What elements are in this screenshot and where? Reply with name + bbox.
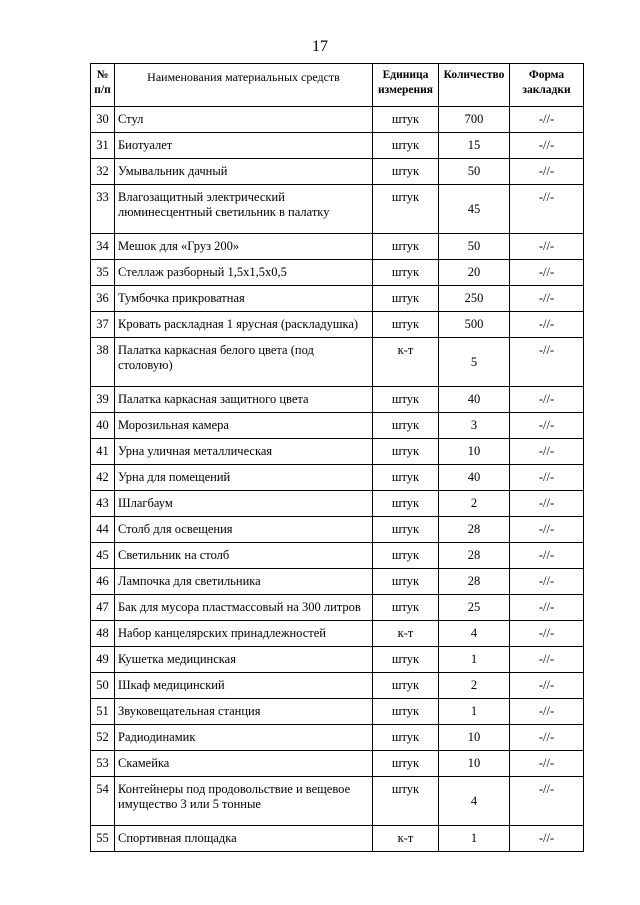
- row-quantity: 28: [439, 569, 510, 595]
- row-quantity: 10: [439, 725, 510, 751]
- row-number: 52: [91, 725, 115, 751]
- table-row: [91, 234, 584, 260]
- table-row: [91, 159, 584, 185]
- row-quantity: 3: [439, 413, 510, 439]
- row-number: 50: [91, 673, 115, 699]
- row-form: -//-: [510, 413, 584, 439]
- table-row: [91, 260, 584, 286]
- header-form: Форма закладки: [510, 64, 584, 107]
- row-unit: штук: [373, 185, 439, 234]
- row-name: Радиодинамик: [115, 725, 373, 751]
- row-name: Бак для мусора пластмассовый на 300 литров: [115, 595, 373, 621]
- row-number: 33: [91, 185, 115, 234]
- table-row: [91, 387, 584, 413]
- row-number: 44: [91, 517, 115, 543]
- row-name: Морозильная камера: [115, 413, 373, 439]
- row-name: Биотуалет: [115, 133, 373, 159]
- table-row: [91, 725, 584, 751]
- row-quantity: 4: [439, 621, 510, 647]
- row-unit: штук: [373, 491, 439, 517]
- row-form: -//-: [510, 543, 584, 569]
- table-row: [91, 491, 584, 517]
- row-name: Звуковещательная станция: [115, 699, 373, 725]
- row-unit: штук: [373, 260, 439, 286]
- row-quantity: 500: [439, 312, 510, 338]
- row-form: -//-: [510, 725, 584, 751]
- row-number: 51: [91, 699, 115, 725]
- row-name: Набор канцелярских принадлежностей: [115, 621, 373, 647]
- table-row: [91, 312, 584, 338]
- row-number: 39: [91, 387, 115, 413]
- row-name: Палатка каркасная белого цвета (под столовую): [115, 338, 373, 387]
- row-name: Скамейка: [115, 751, 373, 777]
- table-row: [91, 413, 584, 439]
- row-number: 40: [91, 413, 115, 439]
- row-form: -//-: [510, 387, 584, 413]
- row-form: -//-: [510, 286, 584, 312]
- row-number: 30: [91, 107, 115, 133]
- row-quantity: 1: [439, 647, 510, 673]
- row-unit: к-т: [373, 621, 439, 647]
- table-row: [91, 751, 584, 777]
- row-unit: штук: [373, 312, 439, 338]
- row-quantity: 45: [439, 185, 510, 234]
- row-number: 37: [91, 312, 115, 338]
- table-row: [91, 569, 584, 595]
- row-quantity: 28: [439, 517, 510, 543]
- row-name: Лампочка для светильника: [115, 569, 373, 595]
- row-name: Тумбочка прикроватная: [115, 286, 373, 312]
- row-name: Палатка каркасная защитного цвета: [115, 387, 373, 413]
- row-form: -//-: [510, 491, 584, 517]
- row-quantity: 10: [439, 439, 510, 465]
- row-number: 32: [91, 159, 115, 185]
- row-unit: штук: [373, 517, 439, 543]
- page-number: 17: [312, 38, 328, 55]
- row-name: Контейнеры под продовольствие и вещевое имущество 3 или 5 тонные: [115, 777, 373, 826]
- row-form: -//-: [510, 595, 584, 621]
- row-form: -//-: [510, 826, 584, 852]
- row-unit: штук: [373, 413, 439, 439]
- row-quantity: 40: [439, 387, 510, 413]
- row-unit: штук: [373, 387, 439, 413]
- row-name: Шкаф медицинский: [115, 673, 373, 699]
- row-unit: штук: [373, 725, 439, 751]
- row-unit: к-т: [373, 826, 439, 852]
- row-quantity: 4: [439, 777, 510, 826]
- row-name: Урна для помещений: [115, 465, 373, 491]
- row-form: -//-: [510, 338, 584, 387]
- row-number: 43: [91, 491, 115, 517]
- row-name: Урна уличная металлическая: [115, 439, 373, 465]
- table-row: [91, 621, 584, 647]
- row-form: -//-: [510, 312, 584, 338]
- row-unit: штук: [373, 777, 439, 826]
- header-num: № п/п: [91, 64, 115, 107]
- row-name: Кушетка медицинская: [115, 647, 373, 673]
- row-quantity: 1: [439, 826, 510, 852]
- row-unit: штук: [373, 647, 439, 673]
- row-quantity: 2: [439, 673, 510, 699]
- row-number: 54: [91, 777, 115, 826]
- table-row: [91, 286, 584, 312]
- table-row: [91, 517, 584, 543]
- row-form: -//-: [510, 777, 584, 826]
- row-number: 38: [91, 338, 115, 387]
- table-row: [91, 699, 584, 725]
- row-unit: штук: [373, 543, 439, 569]
- row-form: -//-: [510, 185, 584, 234]
- row-form: -//-: [510, 107, 584, 133]
- row-unit: штук: [373, 286, 439, 312]
- row-name: Стул: [115, 107, 373, 133]
- row-form: -//-: [510, 621, 584, 647]
- row-form: -//-: [510, 260, 584, 286]
- row-number: 34: [91, 234, 115, 260]
- table-body: [91, 107, 584, 852]
- table-row: [91, 826, 584, 852]
- row-number: 47: [91, 595, 115, 621]
- row-number: 45: [91, 543, 115, 569]
- row-form: -//-: [510, 699, 584, 725]
- table-row: [91, 185, 584, 234]
- row-unit: штук: [373, 159, 439, 185]
- row-name: Светильник на столб: [115, 543, 373, 569]
- row-quantity: 20: [439, 260, 510, 286]
- row-unit: штук: [373, 107, 439, 133]
- row-quantity: 5: [439, 338, 510, 387]
- row-name: Стеллаж разборный 1,5х1,5х0,5: [115, 260, 373, 286]
- row-quantity: 1: [439, 699, 510, 725]
- table-row: [91, 543, 584, 569]
- header-qty: Количество: [439, 64, 510, 107]
- row-quantity: 250: [439, 286, 510, 312]
- row-name: Влагозащитный электрический люминесцентный светильник в палатку: [115, 185, 373, 234]
- table-row: [91, 673, 584, 699]
- row-form: -//-: [510, 159, 584, 185]
- row-name: Столб для освещения: [115, 517, 373, 543]
- row-number: 35: [91, 260, 115, 286]
- row-unit: штук: [373, 234, 439, 260]
- table-row: [91, 647, 584, 673]
- row-name: Кровать раскладная 1 ярусная (раскладушка): [115, 312, 373, 338]
- row-name: Спортивная площадка: [115, 826, 373, 852]
- row-unit: штук: [373, 699, 439, 725]
- row-form: -//-: [510, 673, 584, 699]
- row-name: Мешок для «Груз 200»: [115, 234, 373, 260]
- row-number: 49: [91, 647, 115, 673]
- table-row: [91, 595, 584, 621]
- row-form: -//-: [510, 569, 584, 595]
- materials-table: [90, 63, 584, 852]
- row-quantity: 10: [439, 751, 510, 777]
- table-row: [91, 338, 584, 387]
- row-name: Шлагбаум: [115, 491, 373, 517]
- row-number: 41: [91, 439, 115, 465]
- table-row: [91, 107, 584, 133]
- row-number: 36: [91, 286, 115, 312]
- row-form: -//-: [510, 133, 584, 159]
- row-unit: штук: [373, 133, 439, 159]
- row-unit: штук: [373, 439, 439, 465]
- table-row: [91, 133, 584, 159]
- row-form: -//-: [510, 517, 584, 543]
- row-quantity: 40: [439, 465, 510, 491]
- header-unit: Единица измерения: [373, 64, 439, 107]
- row-quantity: 2: [439, 491, 510, 517]
- row-quantity: 50: [439, 159, 510, 185]
- row-number: 46: [91, 569, 115, 595]
- table-row: [91, 439, 584, 465]
- table-row: [91, 777, 584, 826]
- row-number: 55: [91, 826, 115, 852]
- row-quantity: 25: [439, 595, 510, 621]
- row-quantity: 28: [439, 543, 510, 569]
- table-row: [91, 465, 584, 491]
- row-number: 42: [91, 465, 115, 491]
- row-unit: к-т: [373, 338, 439, 387]
- header-name: Наименования материальных средств: [115, 64, 373, 107]
- row-unit: штук: [373, 673, 439, 699]
- row-number: 31: [91, 133, 115, 159]
- row-number: 48: [91, 621, 115, 647]
- table-header-row: [91, 64, 584, 107]
- row-unit: штук: [373, 465, 439, 491]
- row-form: -//-: [510, 751, 584, 777]
- row-quantity: 15: [439, 133, 510, 159]
- row-quantity: 700: [439, 107, 510, 133]
- row-unit: штук: [373, 595, 439, 621]
- row-form: -//-: [510, 647, 584, 673]
- row-number: 53: [91, 751, 115, 777]
- row-name: Умывальник дачный: [115, 159, 373, 185]
- row-form: -//-: [510, 234, 584, 260]
- row-quantity: 50: [439, 234, 510, 260]
- row-form: -//-: [510, 465, 584, 491]
- row-unit: штук: [373, 569, 439, 595]
- row-unit: штук: [373, 751, 439, 777]
- row-form: -//-: [510, 439, 584, 465]
